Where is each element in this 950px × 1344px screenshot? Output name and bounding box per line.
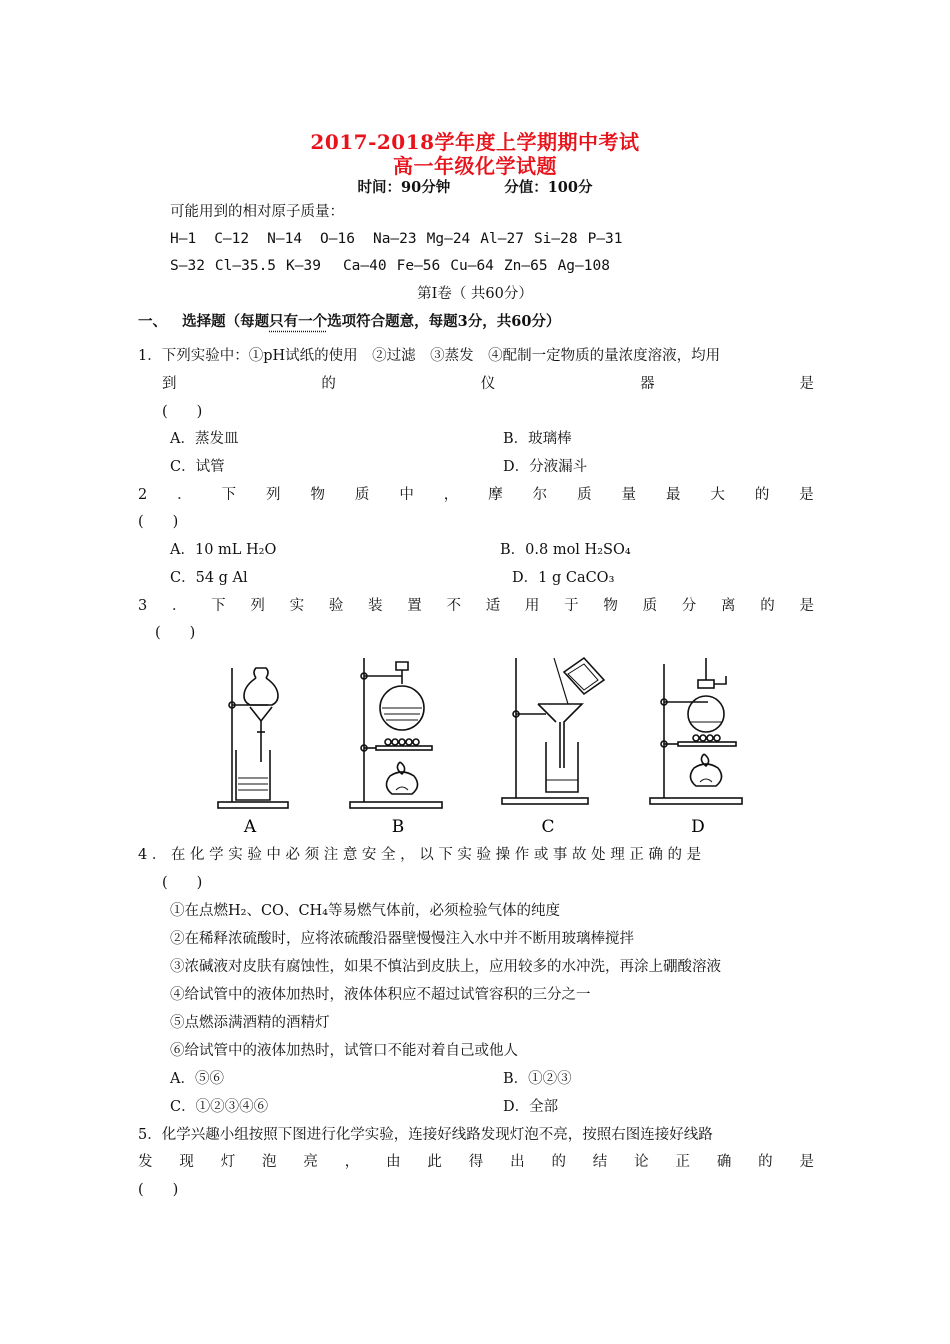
atomic-mass: Na—23 <box>372 231 417 247</box>
stem-char: 的 <box>760 598 775 614</box>
stem-char: 灯 <box>220 1154 236 1170</box>
statement-4: ④给试管中的液体加热时，液体体积应不超过试管容积的三分之一 <box>170 987 591 1003</box>
statement-2: ②在稀释浓硫酸时，应将浓硫酸沿器壁慢慢注入水中并不断用玻璃棒搅拌 <box>170 931 634 947</box>
stem-char: 装 <box>368 598 383 614</box>
atomic-mass: Al—27 <box>480 231 524 247</box>
atomic-mass: Mg—24 <box>426 231 471 247</box>
stem-char: 器 <box>640 376 655 392</box>
stem-char: 得 <box>468 1154 484 1170</box>
question-2-stem <box>138 485 814 505</box>
atomic-mass: Zn—65 <box>503 258 548 274</box>
option-c[interactable]: C．①②③④⑥ <box>170 1099 269 1115</box>
stem-char: 由 <box>386 1154 401 1170</box>
exam-time: 时间：90分钟 <box>357 179 451 196</box>
question-5-stem: 5．化学兴趣小组按照下图进行化学实验，连接好线路发现灯泡不亮，按照右图连接好线路 <box>138 1127 713 1143</box>
apparatus-figure <box>212 650 752 840</box>
exam-meta <box>0 176 950 197</box>
section-text: 选项符合题意，每题3分，共60分） <box>327 313 561 330</box>
atomic-mass: Cu—64 <box>450 258 494 274</box>
statement-6: ⑥给试管中的液体加热时，试管口不能对着自己或他人 <box>170 1043 518 1059</box>
statement-3: ③浓碱液对皮肤有腐蚀性，如果不慎沾到皮肤上，应用较多的水冲洗，再涂上硼酸溶液 <box>170 959 721 975</box>
atomic-mass: Cl—35.5 <box>214 258 277 274</box>
stem-char: 质 <box>642 598 658 614</box>
figure-label-b: B <box>391 817 405 837</box>
stem-char: 3 <box>138 598 148 614</box>
stem-char: 出 <box>510 1154 525 1170</box>
atomic-mass: Ca—40 <box>342 258 387 274</box>
option-d[interactable]: D．全部 <box>503 1099 559 1115</box>
stem-char: 确 <box>716 1154 732 1170</box>
answer-blank: ( ) <box>155 625 196 641</box>
stem-char: 是 <box>799 1154 814 1170</box>
section-text: 选择题（每题 <box>182 313 270 330</box>
stem-char: 质 <box>354 487 370 503</box>
stem-char: 大 <box>710 487 725 503</box>
stem-char: 现 <box>179 1154 194 1170</box>
stem-char: 结 <box>592 1154 608 1170</box>
stem-char: 论 <box>634 1154 649 1170</box>
stem-char: 最 <box>665 487 681 503</box>
atomic-mass: K—39 <box>286 258 321 274</box>
atomic-mass: Fe—56 <box>396 258 441 274</box>
stem-char: 不 <box>446 598 461 614</box>
atomic-mass: S—32 <box>170 258 205 274</box>
atomic-mass-row-1 <box>170 229 641 249</box>
filtration-apparatus <box>502 658 604 804</box>
stem-char: 是 <box>799 487 814 503</box>
atomic-mass: P—31 <box>587 231 623 247</box>
stem-char: 于 <box>564 598 579 614</box>
option-b[interactable]: B．①②③ <box>503 1071 572 1087</box>
atomic-mass: Si—28 <box>533 231 578 247</box>
stem-char: 用 <box>524 598 540 614</box>
atomic-mass-label: 可能用到的相对原子质量： <box>170 204 344 220</box>
evaporation-apparatus <box>350 658 442 808</box>
option-c[interactable]: C．54 g Al <box>170 570 248 586</box>
stem-char: 列 <box>266 487 281 503</box>
stem-char: 下 <box>211 598 226 614</box>
stem-char: 是 <box>799 598 814 614</box>
stem-char: 的 <box>321 376 336 392</box>
stem-char: 分 <box>681 598 697 614</box>
option-b[interactable]: B．玻璃棒 <box>503 431 572 447</box>
separatory-funnel-apparatus <box>218 668 288 808</box>
stem-char: 物 <box>310 487 325 503</box>
option-d[interactable]: D．分液漏斗 <box>503 459 588 475</box>
stem-char: ， <box>344 1154 360 1170</box>
atomic-mass: H—1 <box>170 231 197 247</box>
volume-heading: 第Ⅰ卷（ 共60分） <box>417 286 533 302</box>
stem-char: 的 <box>551 1154 566 1170</box>
answer-blank: ( ) <box>138 514 179 530</box>
stem-char: 仪 <box>480 376 496 392</box>
stem-char: ． <box>171 598 187 614</box>
atomic-mass-row-2 <box>170 256 628 276</box>
section-heading <box>138 312 560 332</box>
answer-blank: ( ) <box>162 404 203 420</box>
stem-char: ． <box>177 487 192 503</box>
option-c[interactable]: C．试管 <box>170 459 225 475</box>
distillation-apparatus <box>650 658 742 804</box>
stem-char: 离 <box>721 598 736 614</box>
stem-char: ， <box>443 487 459 503</box>
stem-char: 正 <box>675 1154 690 1170</box>
statement-5: ⑤点燃添满酒精的酒精灯 <box>170 1015 330 1031</box>
stem-char: 适 <box>485 598 501 614</box>
atomic-mass: O—16 <box>320 231 355 247</box>
atomic-mass: C—12 <box>214 231 250 247</box>
stem-char: 亮 <box>303 1154 318 1170</box>
stem-char: 中 <box>399 487 414 503</box>
stem-char: 泡 <box>262 1154 277 1170</box>
stem-char: 的 <box>754 487 770 503</box>
stem-char: 验 <box>328 598 344 614</box>
question-5-stem-justified <box>138 1152 814 1172</box>
statement-1: ①在点燃H₂、CO、CH₄等易燃气体前，必须检验气体的纯度 <box>170 903 560 919</box>
stem-char: 到 <box>162 376 177 392</box>
stem-char: 是 <box>799 376 814 392</box>
stem-char: 实 <box>289 598 305 614</box>
question-1-stem: 1．下列实验中：①pH试纸的使用 ②过滤 ③蒸发 ④配制一定物质的量浓度溶液，均用 <box>138 348 721 364</box>
stem-char: 的 <box>758 1154 773 1170</box>
stem-char: 2 <box>138 487 148 503</box>
stem-char: 置 <box>407 598 422 614</box>
stem-char: 量 <box>621 487 637 503</box>
figure-label-a: A <box>243 817 257 837</box>
section-number: 一、 <box>138 313 167 330</box>
exam-title: 2017-2018学年度上学期期中考试 <box>310 130 640 154</box>
figure-label-d: D <box>691 817 705 837</box>
question-1-stem-justified <box>162 374 814 394</box>
section-emphasis: 只有一个 <box>269 313 328 330</box>
exam-subtitle: 高一年级化学试题 <box>393 154 557 178</box>
stem-char: 尔 <box>532 487 548 503</box>
stem-char: 物 <box>603 598 618 614</box>
stem-char: 此 <box>427 1154 442 1170</box>
exam-score: 分值：100分 <box>504 179 593 196</box>
figure-label-c: C <box>541 817 555 837</box>
question-3-stem <box>138 596 814 616</box>
answer-blank: ( ) <box>162 875 203 891</box>
option-a[interactable]: A．⑤⑥ <box>170 1071 224 1087</box>
atomic-mass: N—14 <box>267 231 303 247</box>
stem-char: 发 <box>138 1154 153 1170</box>
option-a[interactable]: A．10 mL H₂O <box>170 542 277 558</box>
stem-char: 列 <box>250 598 265 614</box>
option-b[interactable]: B．0.8 mol H₂SO₄ <box>500 542 631 558</box>
answer-blank: ( ) <box>138 1182 179 1198</box>
option-d[interactable]: D．1 g CaCO₃ <box>512 570 615 586</box>
stem-char: 摩 <box>488 487 503 503</box>
stem-char: 质 <box>577 487 592 503</box>
option-a[interactable]: A．蒸发皿 <box>170 431 239 447</box>
question-4-stem: 4．在化学实验中必须注意安全，以下实验操作或事故处理正确的是 <box>138 847 706 863</box>
stem-char: 下 <box>221 487 237 503</box>
atomic-mass: Ag—108 <box>557 258 610 274</box>
